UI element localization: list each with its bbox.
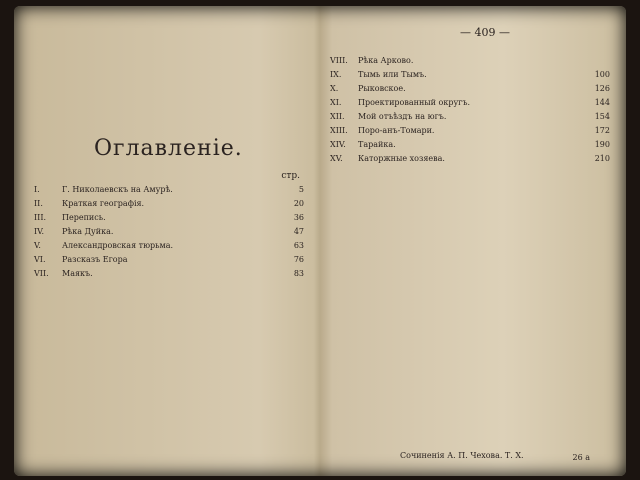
toc-entry <box>34 199 304 209</box>
toc-page-number: 144 <box>594 98 610 107</box>
toc-entry <box>330 84 610 94</box>
toc-page-number: 76 <box>293 255 304 264</box>
toc-number: IX. <box>330 70 342 79</box>
toc-number: XIII. <box>330 126 348 135</box>
toc-chapter-title: Поро-анъ-Томари. <box>358 126 435 135</box>
toc-number: XIV. <box>330 140 346 149</box>
toc-chapter-title: Александровская тюрьма. <box>62 241 174 250</box>
toc-page-number: 47 <box>293 227 304 236</box>
toc-entry <box>34 255 304 265</box>
toc-page-number: 154 <box>594 112 610 121</box>
toc-number: IV. <box>34 227 45 236</box>
toc-entry <box>34 269 304 279</box>
right-page <box>330 16 610 466</box>
toc-number: VIII. <box>330 56 348 65</box>
footer-signature: Сочиненія А. П. Чехова. Т. X. <box>400 451 524 460</box>
toc-chapter-title: Проектированный округъ. <box>358 98 470 107</box>
toc-chapter-title: Разсказъ Егора <box>62 255 128 264</box>
toc-chapter-title: Мой отъѣздъ на югъ. <box>358 112 447 121</box>
toc-page-number: 20 <box>293 199 304 208</box>
toc-number: X. <box>330 84 339 93</box>
toc-chapter-title: Тарайка. <box>358 140 396 149</box>
toc-entry <box>330 154 610 164</box>
toc-entry <box>34 213 304 223</box>
toc-number: I. <box>34 185 40 194</box>
toc-entry <box>330 56 610 66</box>
toc-number: VII. <box>34 269 49 278</box>
toc-entry <box>34 185 304 195</box>
toc-page-number: 36 <box>293 213 304 222</box>
toc-page-number <box>586 56 610 66</box>
toc-entry <box>34 227 304 237</box>
toc-number: III. <box>34 213 47 222</box>
toc-page-number: 63 <box>293 241 304 250</box>
toc-entry <box>330 126 610 136</box>
toc-chapter-title: Рѣка Дуйка. <box>62 227 114 236</box>
folio-mark: 26 а <box>572 453 590 462</box>
toc-chapter-title: Каторжные хозяева. <box>358 154 445 163</box>
toc-number: VI. <box>34 255 46 264</box>
toc-entry <box>330 98 610 108</box>
toc-entry <box>34 241 304 251</box>
toc-number: XI. <box>330 98 342 107</box>
toc-page-number: 210 <box>594 154 610 163</box>
toc-chapter-title: Рѣка Арково. <box>358 56 414 65</box>
toc-entry <box>330 70 610 80</box>
toc-chapter-title: Перепись. <box>62 213 106 222</box>
toc-column-label: стр. <box>281 171 300 181</box>
toc-chapter-title: Тымь или Тымъ. <box>358 70 427 79</box>
toc-entry <box>330 140 610 150</box>
left-page <box>34 16 304 466</box>
toc-chapter-title: Г. Николаевскъ на Амурѣ. <box>62 185 173 194</box>
toc-chapter-title: Рыковское. <box>358 84 406 93</box>
toc-chapter-title: Краткая географія. <box>62 199 145 208</box>
toc-number: II. <box>34 199 43 208</box>
toc-page-number: 83 <box>293 269 304 278</box>
toc-number: V. <box>34 241 41 250</box>
toc-number: XV. <box>330 154 343 163</box>
toc-page-number: 126 <box>594 84 610 93</box>
toc-page-number: 5 <box>298 185 304 194</box>
toc-list-right <box>330 56 610 164</box>
toc-chapter-title: Маякъ. <box>62 269 93 278</box>
toc-list-left <box>34 185 304 279</box>
toc-page-number: 190 <box>594 140 610 149</box>
toc-title: Оглавленіе. <box>94 136 243 161</box>
toc-number: XII. <box>330 112 345 121</box>
page-number: — 409 — <box>460 26 510 39</box>
toc-page-number: 172 <box>594 126 610 135</box>
toc-page-number: 100 <box>594 70 610 79</box>
open-book <box>14 6 626 476</box>
toc-entry <box>330 112 610 122</box>
